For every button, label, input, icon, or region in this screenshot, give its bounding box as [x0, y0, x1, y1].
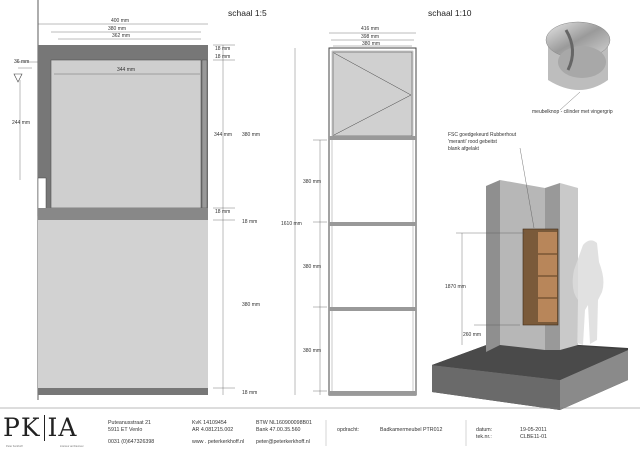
- wood-note-2: 'meranti' rood gebeitst: [448, 139, 497, 145]
- address-line-1: Puteanusstraat 21: [108, 420, 151, 426]
- kvk: KvK 14109454: [192, 420, 227, 426]
- scale-right-title: schaal 1:10: [428, 8, 472, 18]
- email-link[interactable]: peter@peterkerkhoff.nl: [256, 439, 310, 446]
- dim-380-top: 380 mm: [362, 41, 381, 47]
- dim-r18a: 18 mm: [215, 46, 231, 52]
- knob-illustration: [546, 22, 610, 90]
- dim-380: 380 mm: [108, 26, 127, 32]
- dim-380-b: 380 mm: [303, 264, 322, 270]
- right-elevation: [295, 33, 416, 395]
- logo-pk: PK: [3, 413, 41, 442]
- logo-ia: IA: [47, 413, 78, 442]
- logo: [3, 413, 77, 442]
- dim-r18c: 18 mm: [215, 209, 231, 215]
- dim-r380b: 380 mm: [242, 302, 261, 308]
- dim-r344: 344 mm: [214, 132, 233, 138]
- scale-left-title: schaal 1:5: [228, 8, 267, 18]
- address-line-2: 5911 ET Venlo: [108, 427, 143, 434]
- dim-398: 398 mm: [361, 34, 380, 40]
- dim-380-a: 380 mm: [303, 179, 322, 185]
- logo-sub-right: interieur architectuur: [60, 445, 84, 448]
- left-elevation: [14, 0, 235, 400]
- datum-label: datum:: [476, 427, 493, 433]
- lower-cabinet: [38, 220, 208, 390]
- btw: BTW NL160900098B01: [256, 420, 312, 426]
- wood-note-1: FSC goedgekeurd Rubberhout: [448, 132, 517, 138]
- phone: 0031 (0)647326398: [108, 439, 155, 446]
- dim-36: 36 mm: [14, 59, 30, 65]
- bank: Bank 47.00.35.560: [256, 427, 301, 434]
- knob-note: meubelknop - cilinder met vingergrip: [532, 109, 613, 115]
- dim-244: 244 mm: [12, 120, 31, 126]
- datum-value: 19-05-2011: [520, 427, 547, 433]
- dim-r380: 380 mm: [242, 132, 261, 138]
- dim-1870: 1870 mm: [445, 284, 466, 290]
- dim-400: 400 mm: [111, 18, 130, 24]
- dim-r18b: 18 mm: [215, 54, 231, 60]
- level-marker-icon: [14, 74, 22, 82]
- teknr-value: CLBE11-01: [520, 434, 547, 440]
- logo-sub-left: Peter Kerkhoff: [6, 445, 23, 448]
- dim-362: 362 mm: [112, 33, 131, 39]
- ar-number: AR 4.081215.002: [192, 427, 234, 434]
- dim-260: 260 mm: [463, 332, 482, 338]
- dim-r18e: 18 mm: [242, 390, 258, 396]
- opdracht-value: Badkamermeubel PTR012: [380, 427, 443, 433]
- teknr-label: tek.nr.:: [476, 434, 492, 440]
- cabinet-panel: [51, 60, 201, 208]
- dim-r18d: 18 mm: [242, 219, 258, 225]
- dim-344: 344 mm: [117, 67, 136, 73]
- dim-416: 416 mm: [361, 26, 380, 32]
- opdracht-label: opdracht:: [337, 427, 360, 433]
- website-link[interactable]: www . peterkerkhoff.nl: [192, 439, 245, 446]
- dim-1610: 1610 mm: [281, 221, 302, 227]
- 3d-view: [432, 148, 628, 410]
- wood-note-3: blank afgelakt: [448, 146, 479, 152]
- dim-380-c: 380 mm: [303, 348, 322, 354]
